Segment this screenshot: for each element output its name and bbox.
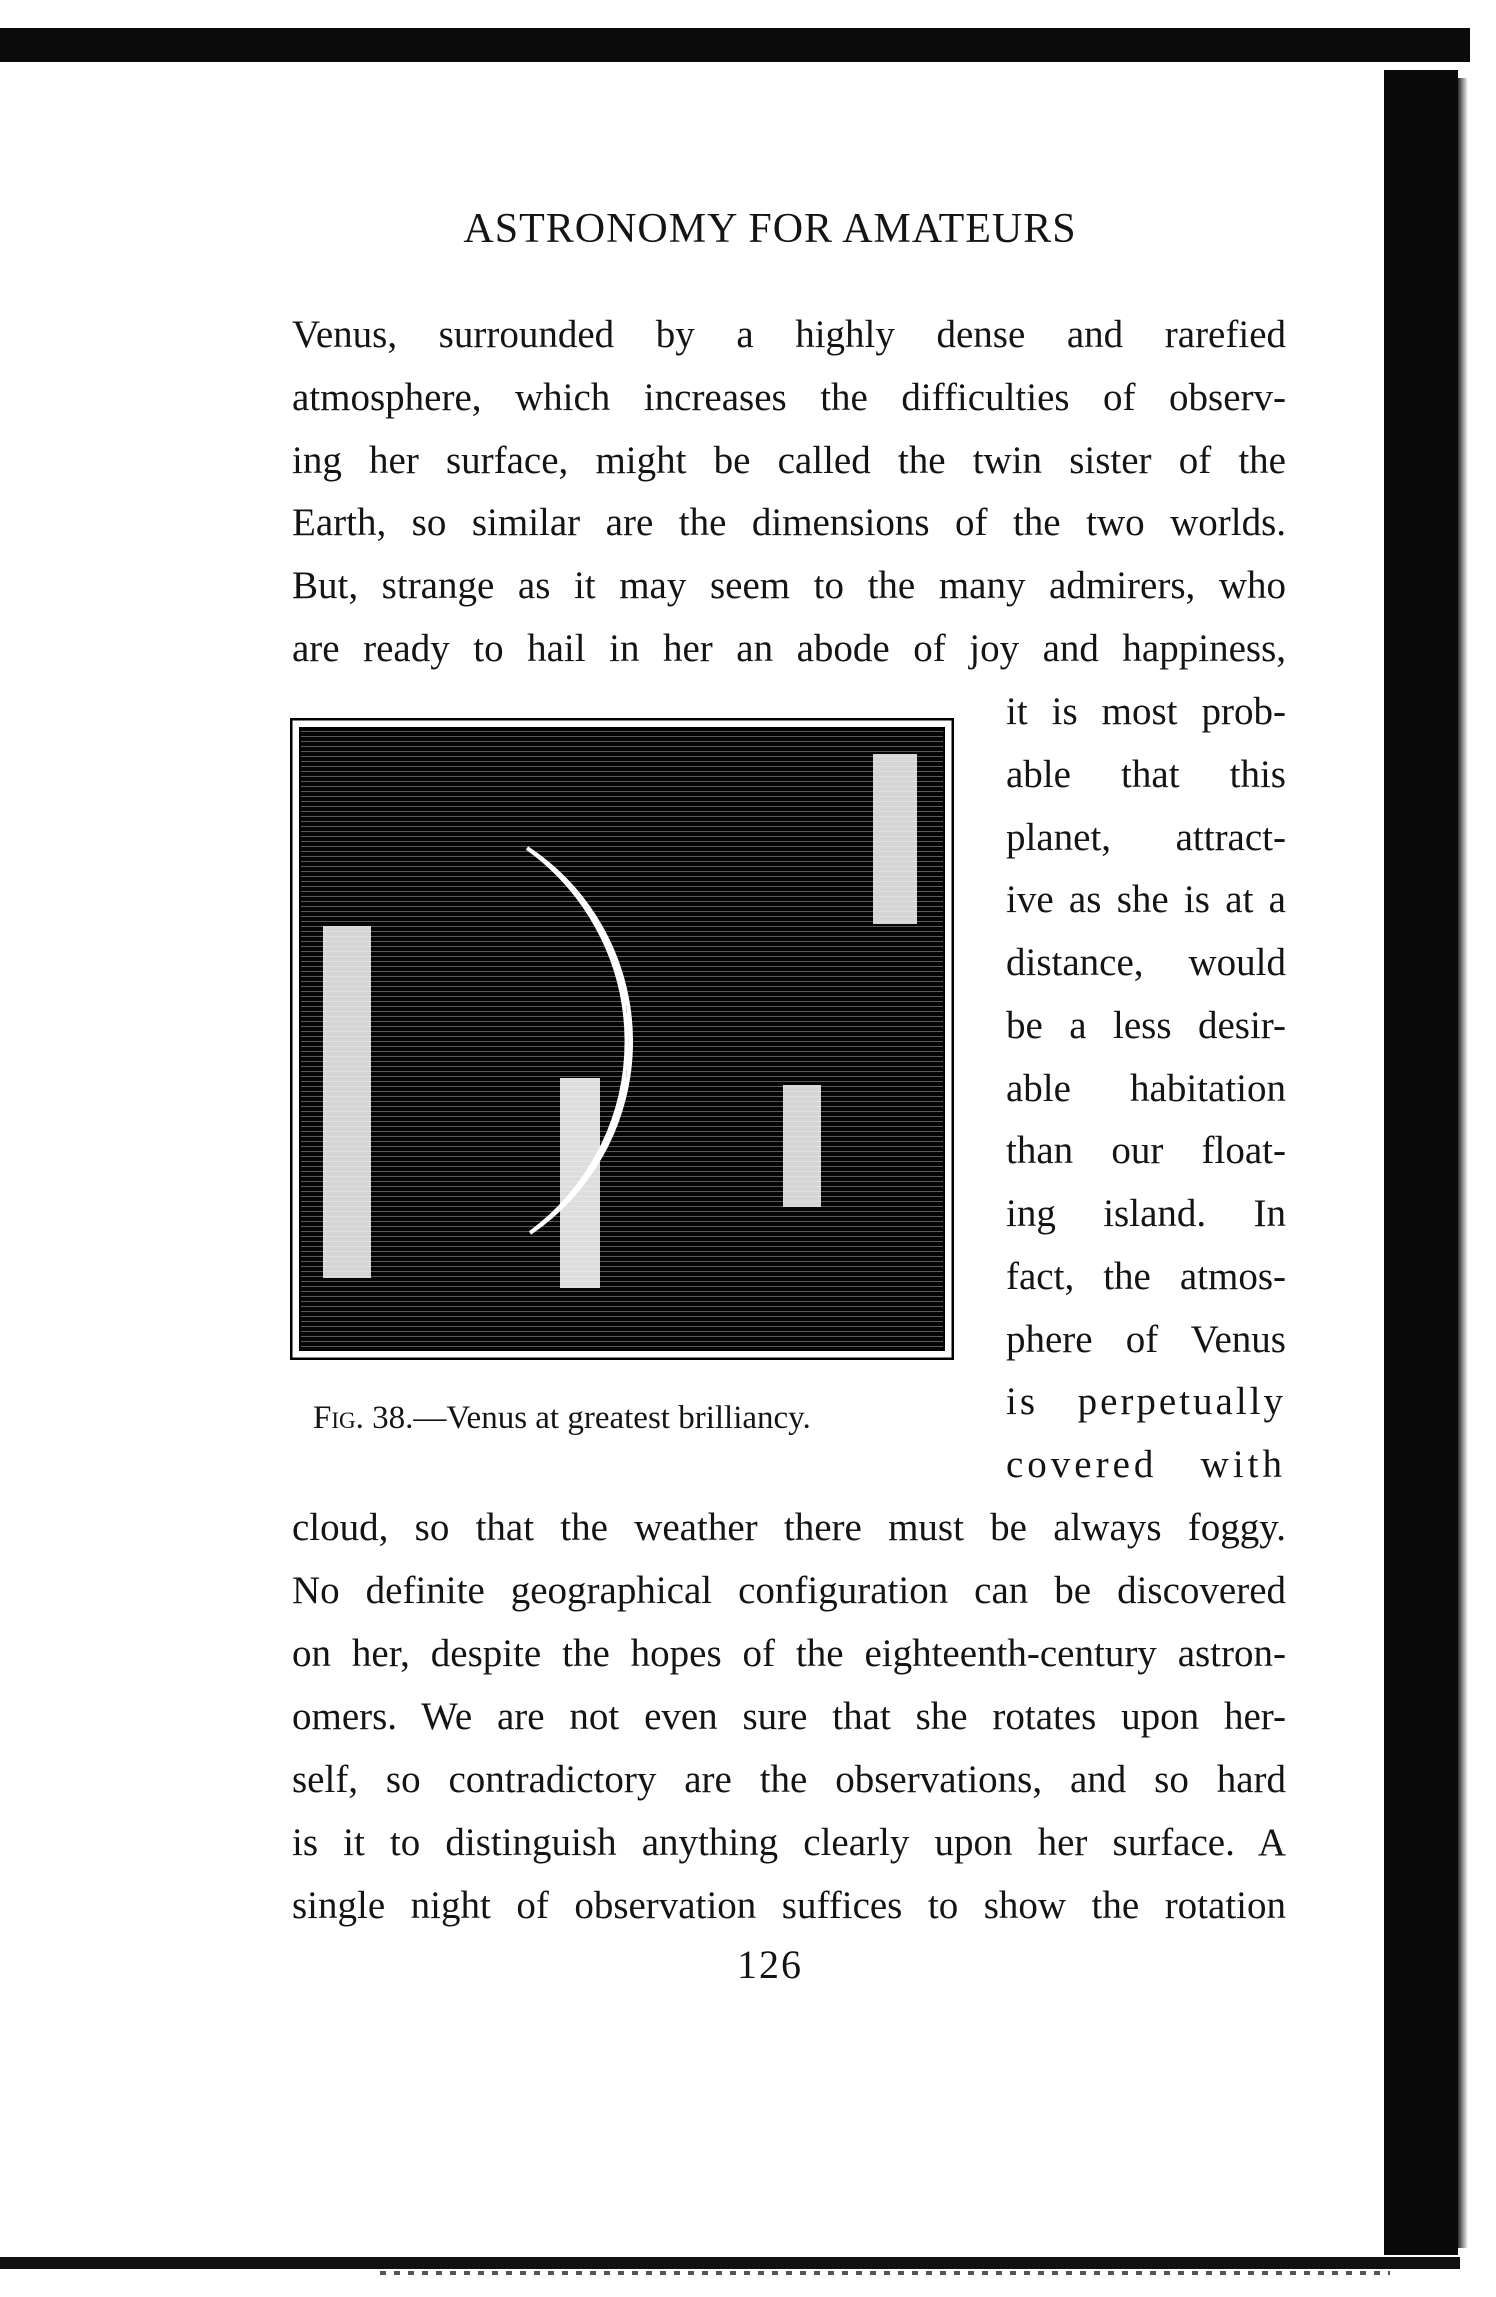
- body-line: self, so contradictory are the observations, and so hard: [292, 1758, 1286, 1801]
- scan-border-right-edge: [1458, 78, 1468, 2248]
- scan-border-right: [1384, 70, 1458, 2255]
- body-line: is it to distinguish anything clearly upon her surface. A: [292, 1821, 1286, 1864]
- body-line: No definite geographical configuration can be discovered: [292, 1569, 1286, 1612]
- venus-illustration: [290, 718, 954, 1360]
- body-line: on her, despite the hopes of the eighteenth-century astron-: [292, 1632, 1286, 1675]
- body-line: be a less desir-: [1006, 1004, 1286, 1047]
- scan-border-bottom-noise: [380, 2271, 1390, 2275]
- page-number: 126: [737, 1942, 803, 1987]
- body-line: omers. We are not even sure that she rotates upon her-: [292, 1695, 1286, 1738]
- body-line: phere of Venus: [1006, 1318, 1286, 1361]
- body-line: ing island. In: [1006, 1192, 1286, 1235]
- body-line: Earth, so similar are the dimensions of the two worlds.: [292, 501, 1286, 544]
- body-line: than our float-: [1006, 1129, 1286, 1172]
- scan-border-top: [0, 28, 1470, 62]
- body-line: ive as she is at a: [1006, 878, 1286, 921]
- figure-label: Fig. 38.: [313, 1400, 414, 1436]
- body-line: it is most prob-: [1006, 690, 1286, 733]
- running-title: ASTRONOMY FOR AMATEURS: [463, 206, 1077, 252]
- body-line: planet, attract-: [1006, 816, 1286, 859]
- body-line: Venus, surrounded by a highly dense and rarefied: [292, 313, 1286, 356]
- body-line: covered with: [1006, 1443, 1286, 1486]
- scan-border-bottom: [0, 2257, 1460, 2269]
- body-line: able habitation: [1006, 1067, 1286, 1110]
- body-line: fact, the atmos-: [1006, 1255, 1286, 1298]
- body-line: But, strange as it may seem to the many admirers, who: [292, 564, 1286, 607]
- figure-caption-text: —Venus at greatest brilliancy.: [413, 1400, 811, 1436]
- body-line: distance, would: [1006, 941, 1286, 984]
- body-line: atmosphere, which increases the difficulties of observ-: [292, 376, 1286, 419]
- body-line: single night of observation suffices to show the rotation: [292, 1884, 1286, 1927]
- body-line: cloud, so that the weather there must be always foggy.: [292, 1506, 1286, 1549]
- body-line: are ready to hail in her an abode of joy and happiness,: [292, 627, 1286, 670]
- body-line: is perpetually: [1006, 1380, 1286, 1423]
- body-line: able that this: [1006, 753, 1286, 796]
- figure-caption: [313, 1400, 953, 1437]
- body-line: ing her surface, might be called the twin sister of the: [292, 439, 1286, 482]
